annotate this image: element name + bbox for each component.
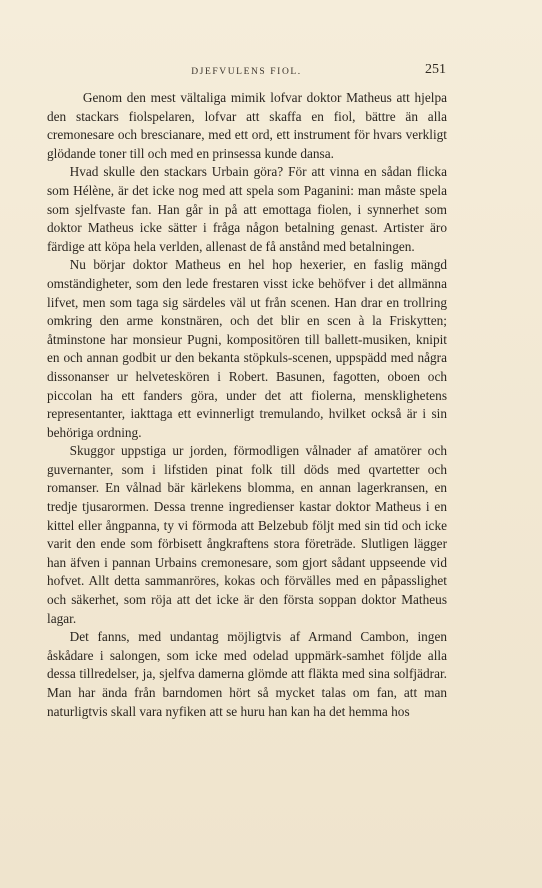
paragraph: Det fanns, med undantag möjligtvis af Armand Cambon, ingen åskådare i salongen, som icke med odelad uppmärk-samhet följde alla dessa tillredelser, ja, sjelfva damerna glömde att fläkta med sina solfjädrar. Man har ända från barndomen hört så mycket talas om fan, att man naturligtvis skall vara nyfiken att se huru han kan ha det hemma hos bbox=[47, 629, 447, 719]
page-header bbox=[47, 62, 446, 82]
paragraph: Genom den mest vältaliga mimik lofvar doktor Matheus att hjelpa den stackars fiolspelaren, lofvar att skaffa en fiol, bättre än alla cremonesare och brescianare, med ett ord, ett instrument för hvars verkligt glödande toner till och med en prinsessa kunde dansa. bbox=[47, 90, 447, 161]
running-head: DJEFVULENS FIOL. bbox=[191, 67, 302, 77]
body-text bbox=[47, 89, 447, 721]
page-number: 251 bbox=[425, 62, 446, 77]
paragraph: Hvad skulle den stackars Urbain göra? För att vinna en sådan flicka som Hélène, är det icke nog med att spela som Paganini: man måste spela som sjelfvaste fan. Han går in på att emottaga fiolen, i synnerhet som doktor Matheus icke sätter i fråga någon betalning genast. Artister äro färdige att köpa hela verlden, allenast de få anstånd med betalningen. bbox=[47, 164, 447, 254]
paragraph: Skuggor uppstiga ur jorden, förmodligen vålnader af amatörer och guvernanter, som i lifstiden pinat folk till döds med qvartetter och romanser. En vålnad bär kärlekens blomma, en annan lagerkransen, en tredje tjusarormen. Dessa trenne ingredienser kastar doktor Matheus i en kittel eller ångpanna, ty vi förmoda att Belzebub följt med sin tid och icke varit den ende som förbisett ångkraftens stora företräde. Slutligen lägger han äfven i pannan Urbains cremonesare, som gjort sådant uppseende vid hofvet. Allt detta sammanröres, kokas och förvälles med en påpasslighet och säkerhet, som röja att det icke är den första soppan doktor Matheus lagar. bbox=[47, 443, 447, 626]
paragraph: Nu börjar doktor Matheus en hel hop hexerier, en faslig mängd omständigheter, som den lede frestaren visst icke behöfver i det allmänna lifvet, men som taga sig särdeles väl ut från scenen. Han drar en trollring omkring den arme konstnären, och det blir en scen à la Friskytten; åtminstone har monsieur Pugni, kompositören till ballett-musiken, knipit en och annan godbit ur den bekanta stöpkuls-scenen, uppspädd med några dissonanser ur helveteskören i Robert. Basunen, fagotten, oboen och piccolan ha ett fanders göra, under det att fiolerna, mensklighetens representanter, iakttaga ett evinnerligt tremulando, hvilket också är i sin behöriga ordning. bbox=[47, 257, 447, 440]
